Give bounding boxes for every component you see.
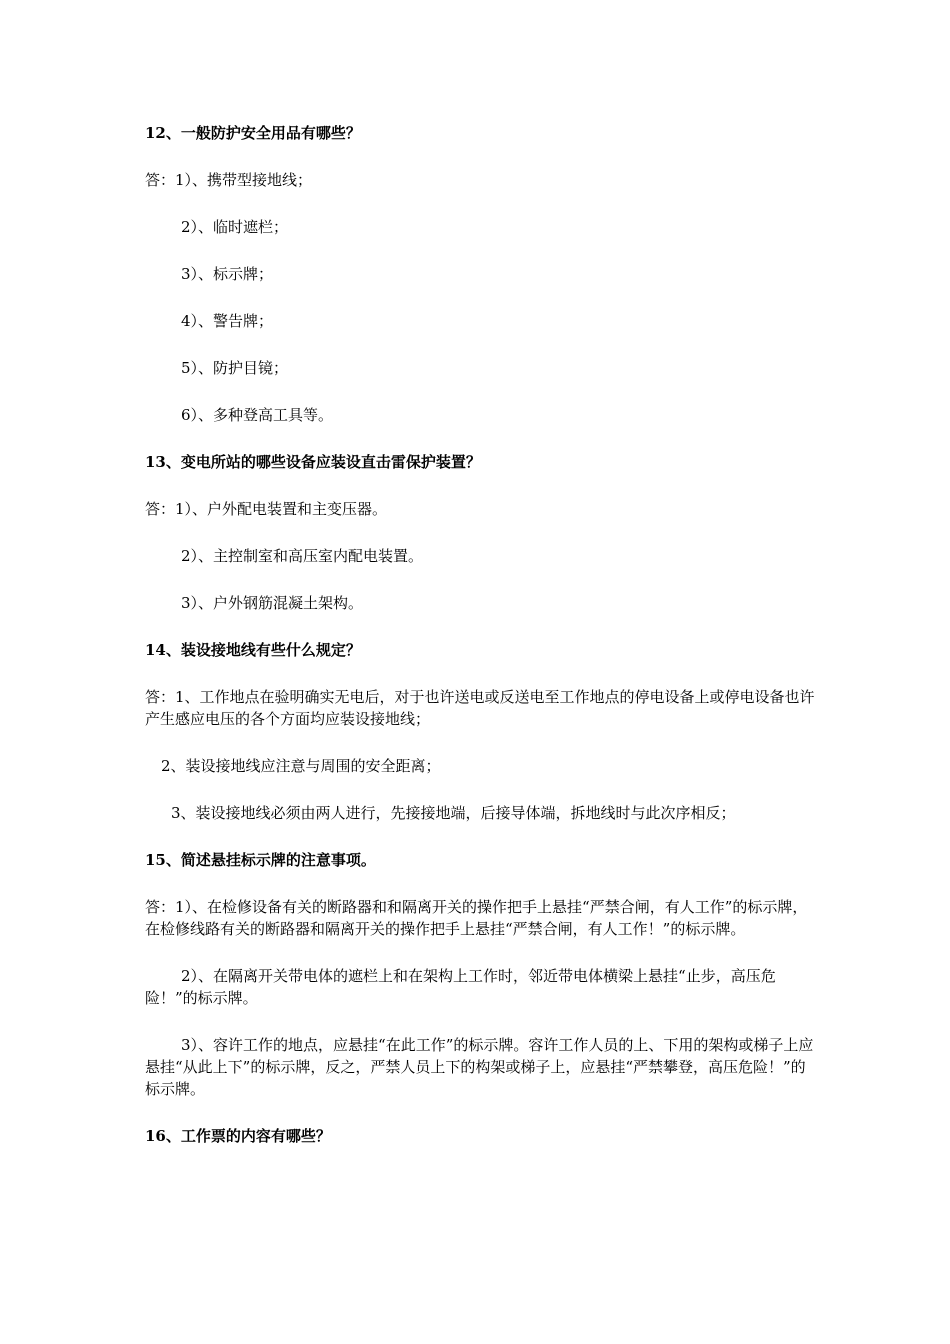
q12-answer-1: 答：1）、携带型接地线； bbox=[145, 171, 313, 189]
q14-answer-2: 2、装设接地线应注意与周围的安全距离； bbox=[161, 757, 441, 775]
question-15-title: 15、简述悬挂标示牌的注意事项。 bbox=[145, 851, 376, 869]
q14-answer-1: 答：1、工作地点在验明确实无电后，对于也许送电或反送电至工作地点的停电设备上或停电设备也许产生感应电压的各个方面均应装设接地线； bbox=[145, 688, 815, 728]
q15-answer-2: 2）、在隔离开关带电体的遮栏上和在架构上工作时，邻近带电体横梁上悬挂“止步，高压危险！”的标示牌。 bbox=[145, 967, 776, 1007]
q13-answer-1: 答：1）、户外配电装置和主变压器。 bbox=[145, 500, 388, 518]
question-14-title: 14、装设接地线有些什么规定？ bbox=[145, 641, 361, 659]
q14-answer-3: 3、装设接地线必须由两人进行，先接接地端，后接导体端，拆地线时与此次序相反； bbox=[171, 804, 736, 822]
q12-answer-6: 6）、多种登高工具等。 bbox=[181, 406, 334, 424]
q12-answer-2: 2）、临时遮栏； bbox=[181, 218, 289, 236]
question-12-title: 12、一般防护安全用品有哪些？ bbox=[145, 124, 361, 142]
q12-answer-4: 4）、警告牌； bbox=[181, 312, 274, 330]
question-13-title: 13、变电所站的哪些设备应装设直击雷保护装置？ bbox=[145, 453, 481, 471]
document-page bbox=[145, 122, 815, 1172]
q12-answer-3: 3）、标示牌； bbox=[181, 265, 274, 283]
question-16-title: 16、工作票的内容有哪些？ bbox=[145, 1127, 331, 1145]
q15-answer-1: 答：1）、在检修设备有关的断路器和和隔离开关的操作把手上悬挂“严禁合闸，有人工作”的标示牌，在检修线路有关的断路器和隔离开关的操作把手上悬挂“严禁合闸，有人工作！”的标示牌。 bbox=[145, 898, 808, 938]
q13-answer-2: 2）、主控制室和高压室内配电装置。 bbox=[181, 547, 424, 565]
q13-answer-3: 3）、户外钢筋混凝土架构。 bbox=[181, 594, 364, 612]
q12-answer-5: 5）、防护目镜； bbox=[181, 359, 289, 377]
q15-answer-3: 3）、容许工作的地点，应悬挂“在此工作”的标示牌。容许工作人员的上、下用的架构或梯子上应悬挂“从此上下”的标示牌，反之，严禁人员上下的构架或梯子上，应悬挂“严禁攀登，高压危险！”的标示牌。 bbox=[145, 1036, 814, 1098]
